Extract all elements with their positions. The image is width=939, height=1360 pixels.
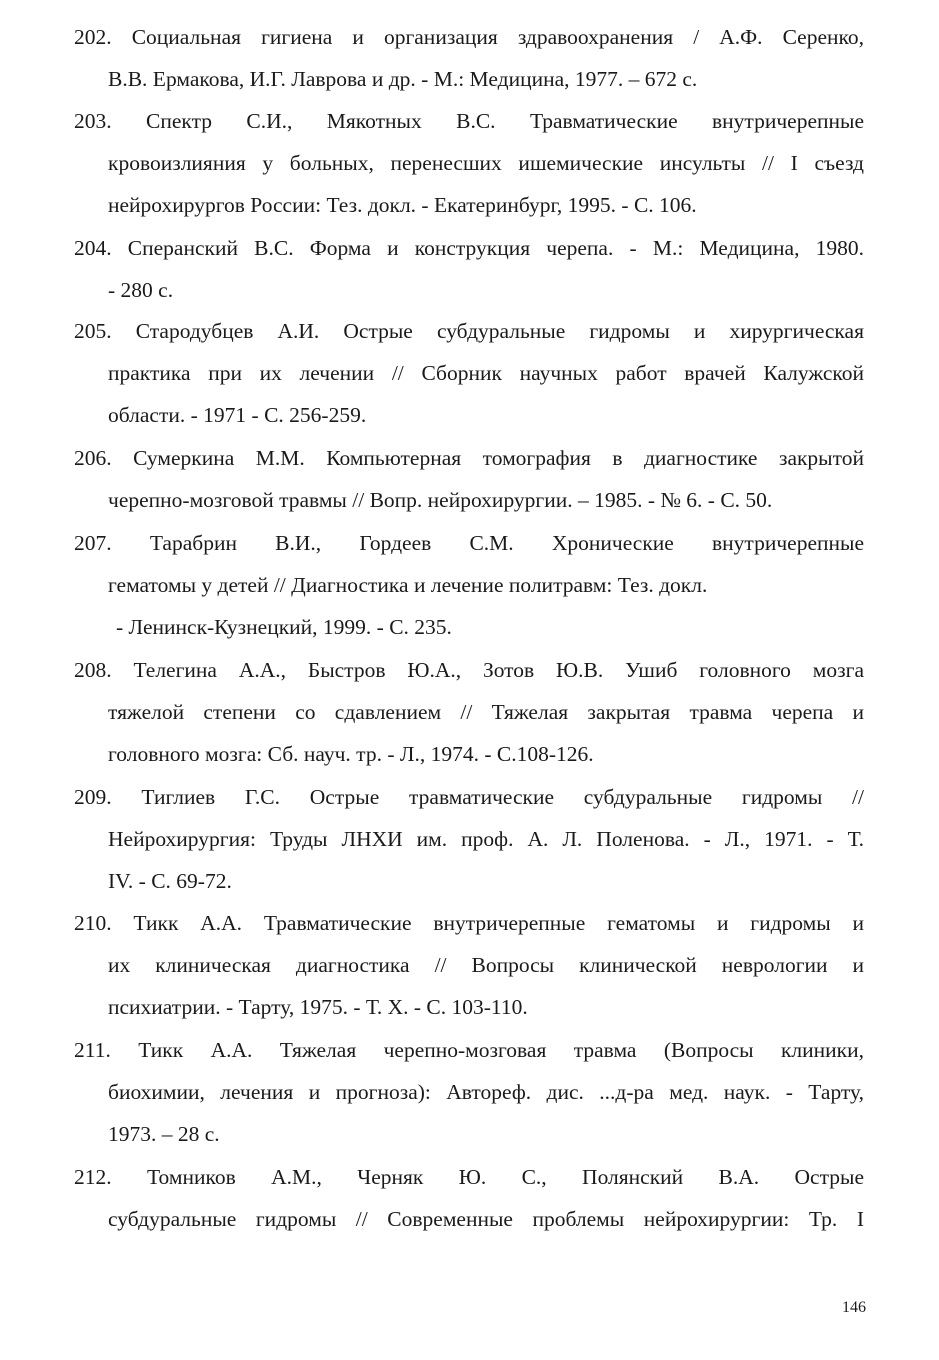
entry-line: головного мозга: Сб. науч. тр. - Л., 1974. - С.108-126. [108, 742, 594, 766]
entry-line: 212. Томников А.М., Черняк Ю. С., Полянский В.А. Острые [74, 1165, 864, 1189]
entry-line: практика при их лечении // Сборник научных работ врачей Калужской [108, 361, 864, 385]
entry-line: 210. Тикк А.А. Травматические внутричерепные гематомы и гидромы и [74, 911, 864, 935]
entry-line: 211. Тикк А.А. Тяжелая черепно-мозговая травма (Вопросы клиники, [74, 1038, 864, 1062]
entry-line: 205. Стародубцев А.И. Острые субдуральные гидромы и хирургическая [74, 319, 864, 343]
entry-line: 203. Спектр С.И., Мякотных В.С. Травматические внутричерепные [74, 109, 864, 133]
entry-line: 206. Сумеркина М.М. Компьютерная томография в диагностике закрытой [74, 446, 864, 470]
entry-line: тяжелой степени со сдавлением // Тяжелая закрытая травма черепа и [108, 700, 864, 724]
entry-line: 204. Сперанский В.С. Форма и конструкция черепа. - М.: Медицина, 1980. [74, 236, 864, 260]
page-number: 146 [842, 1299, 866, 1316]
entry-line: психиатрии. - Тарту, 1975. - Т. X. - С. 103-110. [108, 995, 528, 1019]
entry-line: IV. - С. 69-72. [108, 869, 232, 893]
entry-line: 202. Социальная гигиена и организация здравоохранения / А.Ф. Серенко, [74, 25, 864, 49]
entry-line: их клиническая диагностика // Вопросы клинической неврологии и [108, 953, 864, 977]
entry-line: 208. Телегина А.А., Быстров Ю.А., Зотов Ю.В. Ушиб головного мозга [74, 658, 864, 682]
entry-line: 209. Тиглиев Г.С. Острые травматические субдуральные гидромы // [74, 785, 864, 809]
entry-line: Нейрохирургия: Труды ЛНХИ им. проф. А. Л. Поленова. - Л., 1971. - Т. [108, 827, 864, 851]
entry-line: В.В. Ермакова, И.Г. Лаврова и др. - М.: Медицина, 1977. – 672 с. [108, 67, 698, 91]
entry-line: кровоизлияния у больных, перенесших ишемические инсульты // I съезд [108, 151, 864, 175]
entry-line: субдуральные гидромы // Современные проблемы нейрохирургии: Тр. I [108, 1207, 864, 1231]
entry-line: - 280 с. [108, 278, 174, 302]
entry-line: черепно-мозговой травмы // Вопр. нейрохирургии. – 1985. - № 6. - С. 50. [108, 488, 773, 512]
entry-line: гематомы у детей // Диагностика и лечение политравм: Тез. докл. [108, 573, 708, 597]
entry-line: 1973. – 28 с. [108, 1122, 220, 1146]
entry-line: области. - 1971 - С. 256-259. [108, 403, 367, 427]
entry-line: - Ленинск-Кузнецкий, 1999. - С. 235. [116, 615, 452, 639]
entry-line: нейрохирургов России: Тез. докл. - Екатеринбург, 1995. - С. 106. [108, 193, 697, 217]
entry-line: биохимии, лечения и прогноза): Автореф. дис. ...д-ра мед. наук. - Тарту, [108, 1080, 864, 1104]
entry-line: 207. Тарабрин В.И., Гордеев С.М. Хронические внутричерепные [74, 531, 864, 555]
